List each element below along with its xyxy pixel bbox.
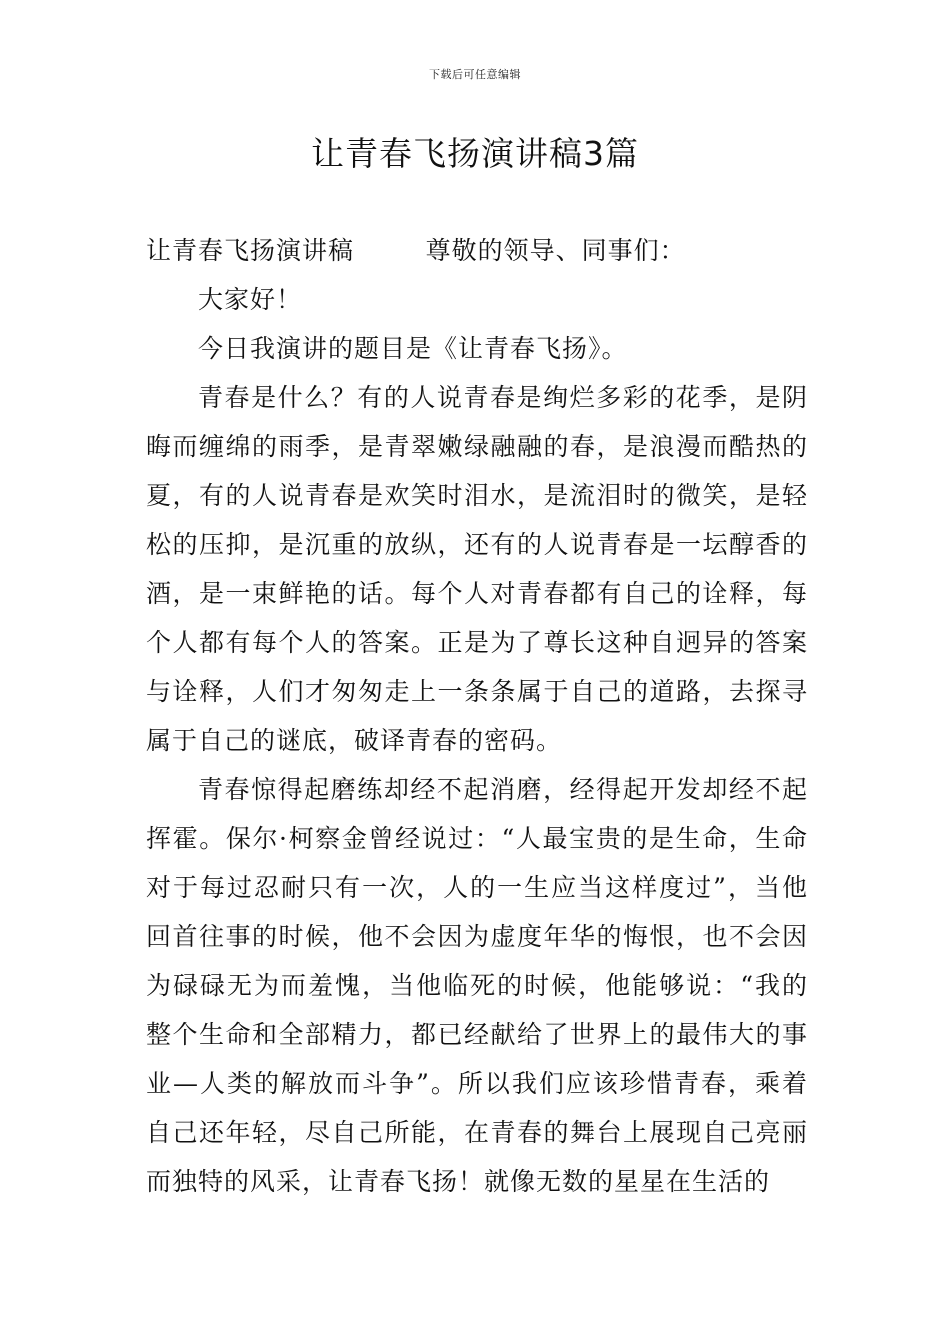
document-body <box>146 226 808 1206</box>
document-title: 让青春飞扬演讲稿3篇 <box>311 134 639 173</box>
opening-line <box>146 226 808 275</box>
body-paragraph-1: 青春是什么？有的人说青春是绚烂多彩的花季，是阴晦而缠绵的雨季，是青翠嫩绿融融的春，是浪漫而酷热的夏，有的人说青春是欢笑时泪水，是流泪时的微笑，是轻松的压抑，是沉重的放纵，还有的人说青春是一坛醇香的酒，是一束鲜艳的话。每个人对青春都有自己的诠释，每个人都有每个人的答案。正是为了尊长这种自迥异的答案与诠释，人们才匆匆走上一条条属于自己的道路，去探寻属于自己的谜底，破译青春的密码。 <box>146 383 808 755</box>
greeting-paragraph: 大家好！ <box>198 285 303 314</box>
opening-title: 让青春飞扬演讲稿 <box>146 236 355 265</box>
body-paragraph-2: 青春惊得起磨练却经不起消磨，经得起开发却经不起挥霍。保尔·柯察金曾经说过：“人最宝贵的是生命，生命对于每过忍耐只有一次，人的一生应当这样度过”，当他回首往事的时候，他不会因为虚度年华的悔恨，也不会因为碌碌无为而羞愧，当他临死的时候，他能够说：“我的整个生命和全部精力，都已经献给了世界上的最伟大的事业—人类的解放而斗争”。所以我们应该珍惜青春，乘着自己还年轻，尽自己所能，在青春的舞台上展现自己亮丽而独特的风采，让青春飞扬！就像无数的星星在生活的 <box>146 775 808 1196</box>
header-note: 下载后可任意编辑 <box>429 68 521 81</box>
topic-paragraph: 今日我演讲的题目是《让青春飞扬》。 <box>198 334 628 363</box>
salutation: 尊敬的领导、同事们： <box>425 236 686 265</box>
